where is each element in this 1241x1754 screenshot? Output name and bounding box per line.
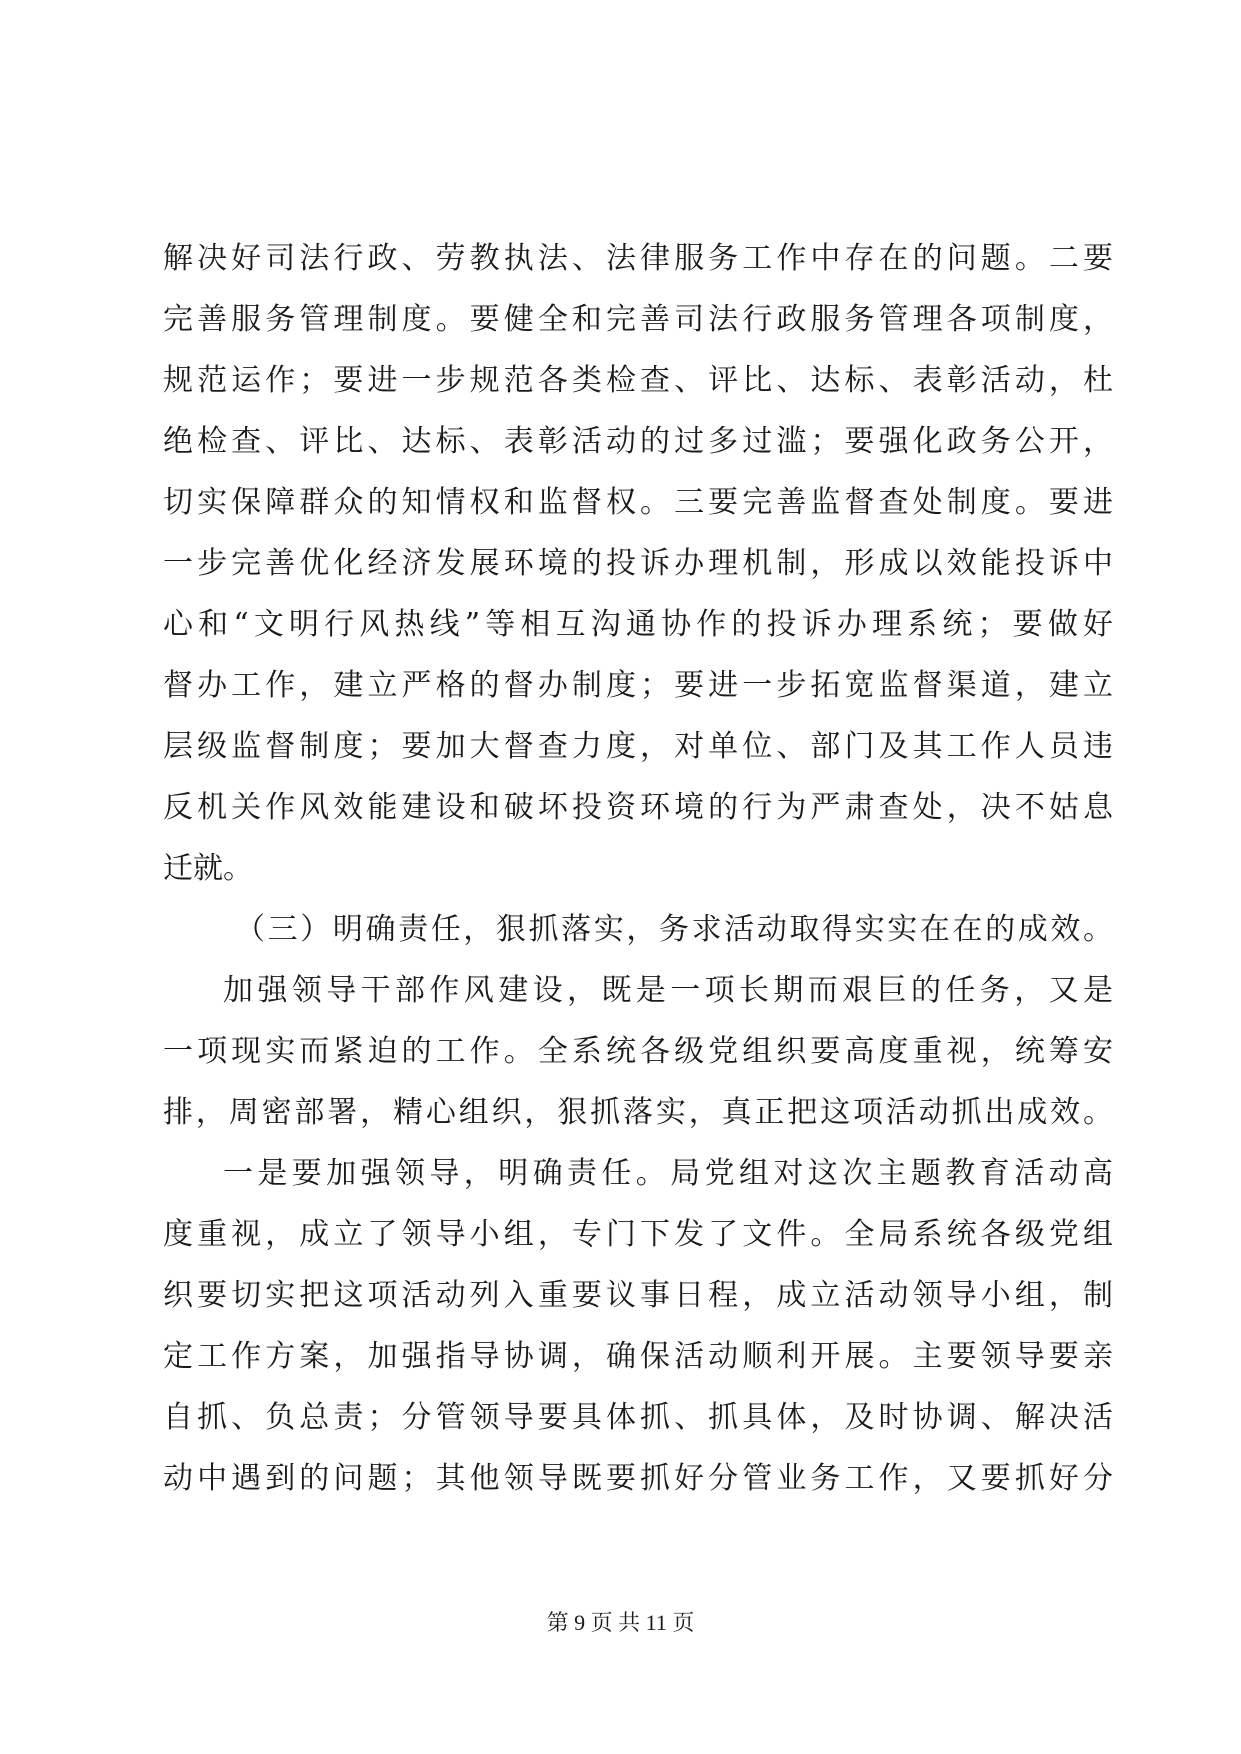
text-line: 绝检查、评比、达标、表彰活动的过多过滥；要强化政务公开， (163, 424, 1113, 459)
text-line: 反机关作风效能建设和破坏投资环境的行为严肃查处，决不姑息 (163, 790, 1113, 825)
text-line: 切实保障群众的知情权和监督权。三要完善监督查处制度。要进 (163, 485, 1113, 520)
text-line: 迁就。 (163, 851, 253, 886)
text-line: 解决好司法行政、劳教执法、法律服务工作中存在的问题。二要 (163, 241, 1113, 276)
text-line: 一步完善优化经济发展环境的投诉办理机制，形成以效能投诉中 (163, 546, 1113, 581)
section-heading: （三）明确责任，狠抓落实，务求活动取得实实在在的成效。 (235, 912, 1113, 947)
document-body (163, 228, 1113, 1509)
text-line: 心和“文明行风热线”等相互沟通协作的投诉办理系统；要做好 (163, 607, 1113, 642)
text-line: 一项现实而紧迫的工作。全系统各级党组织要高度重视，统筹安 (163, 1034, 1113, 1069)
text-line: 排，周密部署，精心组织，狠抓落实，真正把这项活动抓出成效。 (163, 1095, 1113, 1130)
text-line: 规范运作；要进一步规范各类检查、评比、达标、表彰活动，杜 (163, 363, 1113, 398)
text-line: 定工作方案，加强指导协调，确保活动顺利开展。主要领导要亲 (163, 1339, 1113, 1374)
text-line: 织要切实把这项活动列入重要议事日程，成立活动领导小组，制 (163, 1278, 1113, 1313)
text-line: 完善服务管理制度。要健全和完善司法行政服务管理各项制度， (163, 302, 1113, 337)
text-line: 督办工作，建立严格的督办制度；要进一步拓宽监督渠道，建立 (163, 668, 1113, 703)
text-line: 层级监督制度；要加大督查力度，对单位、部门及其工作人员违 (163, 729, 1113, 764)
text-line: 自抓、负总责；分管领导要具体抓、抓具体，及时协调、解决活 (163, 1400, 1113, 1435)
paragraph-first-line: 一是要加强领导，明确责任。局党组对这次主题教育活动高 (223, 1156, 1113, 1191)
paragraph-first-line: 加强领导干部作风建设，既是一项长期而艰巨的任务，又是 (223, 973, 1113, 1008)
text-line: 动中遇到的问题；其他领导既要抓好分管业务工作，又要抓好分 (163, 1461, 1113, 1496)
text-line: 度重视，成立了领导小组，专门下发了文件。全局系统各级党组 (163, 1217, 1113, 1252)
page-number-footer: 第 9 页 共 11 页 (546, 1610, 695, 1635)
